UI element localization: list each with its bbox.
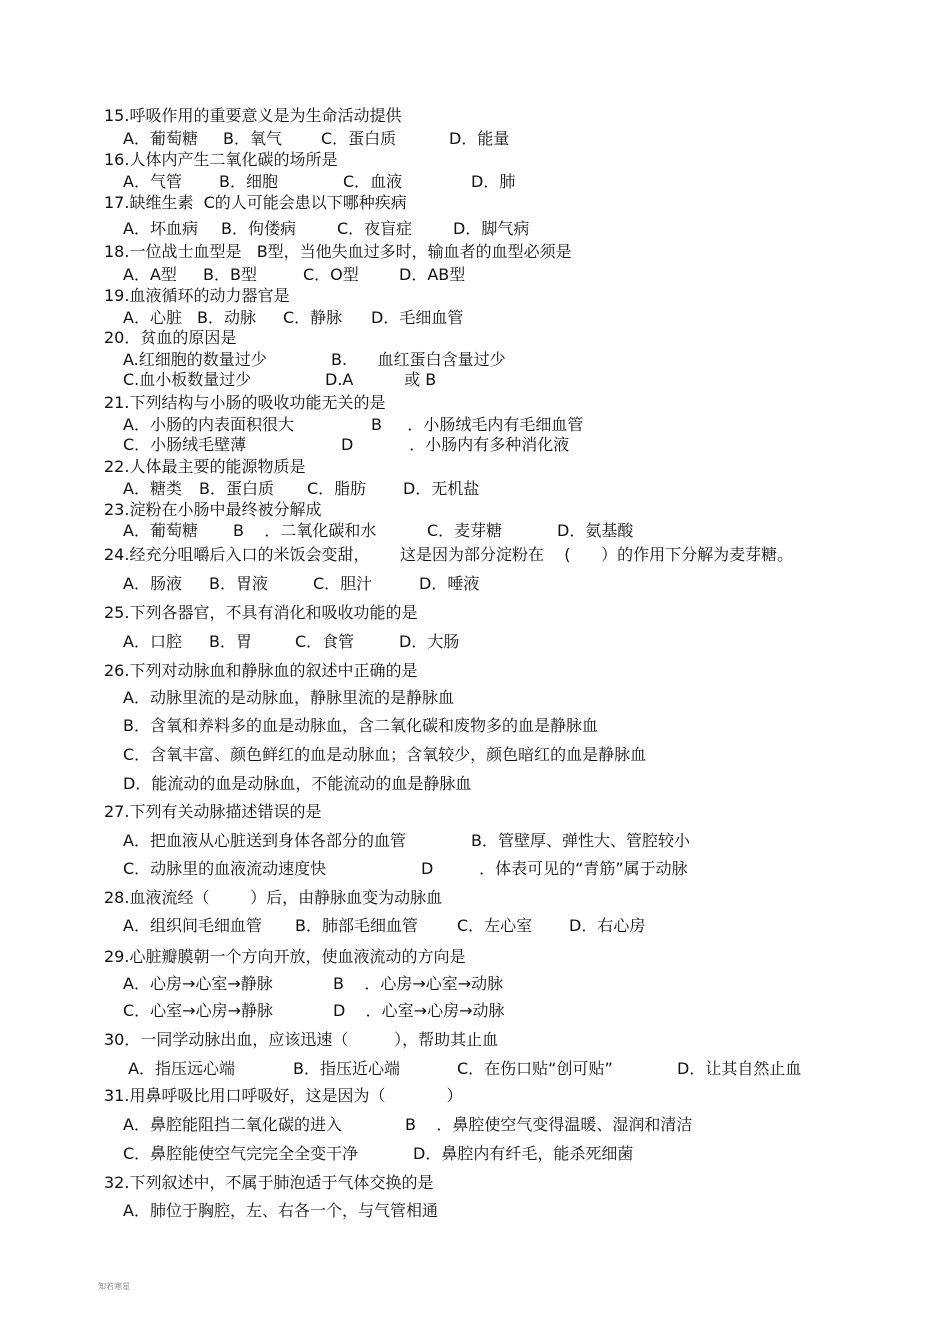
answer-option: C．脂肪 [307,479,367,498]
answer-option: D ．小肠内有多种消化液 [341,435,570,454]
answer-option: A．心房→心室→静脉 [123,974,273,993]
answer-option: A．葡萄糖 [123,521,198,540]
answer-option: D．无机盐 [403,479,480,498]
answer-option: D．肺 [471,172,516,191]
answer-option: D．能流动的血是动脉血，不能流动的血是静脉血 [123,774,472,793]
answer-option: A．糖类 [123,479,182,498]
answer-option: C．含氧丰富、颜色鲜红的血是动脉血；含氧较少，颜色暗红的血是静脉血 [123,745,647,764]
question-stem: 28.血液流经（ ）后，由静脉血变为动脉血 [104,888,443,907]
answer-option: C．小肠绒毛壁薄 [123,435,247,454]
answer-option: A．口腔 [123,632,182,651]
answer-option: B．蛋白质 [199,479,274,498]
question-stem: 30．一同学动脉出血，应该迅速（ ），帮助其止血 [104,1030,499,1049]
answer-option: A.红细胞的数量过少 [123,350,267,369]
answer-option: A．气管 [123,172,182,191]
question-stem: 22.人体最主要的能源物质是 [104,457,306,476]
answer-option: B．细胞 [219,172,278,191]
answer-option: A．坏血病 [123,219,198,238]
question-stem: 31.用鼻呼吸比用口呼吸好，这是因为（ ） [104,1086,463,1105]
answer-option: A．动脉里流的是动脉血，静脉里流的是静脉血 [123,688,454,707]
answer-option: D．右心房 [569,916,646,935]
question-stem: 32.下列叙述中，不属于肺泡适于气体交换的是 [104,1173,434,1192]
answer-option: C．鼻腔能使空气完完全全变干净 [123,1144,359,1163]
answer-option: C．O型 [303,265,359,284]
answer-option: A．鼻腔能阻挡二氧化碳的进入 [123,1115,342,1134]
answer-option: A．组织间毛细血管 [123,916,262,935]
answer-option: B. 血红蛋白含量过少 [331,350,506,369]
question-stem: 27.下列有关动脉描述错误的是 [104,802,322,821]
answer-option: B．含氧和养料多的血是动脉血，含二氧化碳和废物多的血是静脉血 [123,716,598,735]
question-stem: 16.人体内产生二氧化碳的场所是 [104,150,338,169]
answer-option: D．氨基酸 [557,521,634,540]
answer-option: C．胆汁 [313,574,373,593]
answer-option: C．麦芽糖 [427,521,503,540]
answer-option: D．大肠 [399,632,460,651]
question-stem: 19.血液循环的动力器官是 [104,286,290,305]
answer-option: A．把血液从心脏送到身体各部分的血管 [123,831,406,850]
answer-option: B．动脉 [197,308,256,327]
answer-option: D.A 或 B [325,370,437,389]
answer-option: C．心室→心房→静脉 [123,1001,273,1020]
answer-option: C．蛋白质 [321,129,397,148]
answer-option: B．管壁厚、弹性大、管腔较小 [471,831,690,850]
answer-option: D ．体表可见的“青筋”属于动脉 [421,859,688,878]
question-stem: 26.下列对动脉血和静脉血的叙述中正确的是 [104,661,418,680]
answer-option: A．肺位于胸腔，左、右各一个，与气管相通 [123,1201,438,1220]
question-stem: 24.经充分咀嚼后入口的米饭会变甜， 这是因为部分淀粉在 ( ）的作用下分解为麦芽糖。 [104,545,794,564]
answer-option: B ．鼻腔使空气变得温暖、湿润和清洁 [405,1115,693,1134]
answer-option: D．唾液 [419,574,480,593]
answer-option: D．能量 [449,129,510,148]
answer-option: B．胃液 [209,574,268,593]
answer-option: C．动脉里的血液流动速度快 [123,859,327,878]
answer-option: D．鼻腔内有纤毛，能杀死细菌 [413,1144,634,1163]
answer-option: B．B型 [203,265,257,284]
answer-option: C．静脉 [283,308,343,327]
answer-option: A．小肠的内表面积很大 [123,415,294,434]
question-stem: 17.缺维生素 C的人可能会患以下哪种疾病 [104,193,407,212]
question-stem: 18.一位战士血型是 B型，当他失血过多时，输血者的血型必须是 [104,242,572,261]
answer-option: C．在伤口贴“创可贴” [457,1059,613,1078]
answer-option: B．佝偻病 [221,219,296,238]
answer-option: D．AB型 [399,265,466,284]
answer-option: B．氧气 [223,129,282,148]
answer-option: C.血小板数量过少 [123,370,252,389]
answer-option: D．脚气病 [453,219,530,238]
question-stem: 29.心脏瓣膜朝一个方向开放，使血液流动的方向是 [104,947,466,966]
answer-option: A．肠液 [123,574,182,593]
question-stem: 23.淀粉在小肠中最终被分解成 [104,500,322,519]
page-footer: 知若寒星 [98,1282,130,1291]
answer-option: B ．小肠绒毛内有毛细血管 [371,415,584,434]
answer-option: B ．二氧化碳和水 [233,521,377,540]
answer-option: D ．心室→心房→动脉 [333,1001,505,1020]
answer-option: A．心脏 [123,308,182,327]
answer-option: C．食管 [295,632,355,651]
answer-option: A．A型 [123,265,177,284]
answer-option: A．葡萄糖 [123,129,198,148]
answer-option: C．血液 [343,172,403,191]
answer-option: A．指压远心端 [123,1059,236,1078]
answer-option: B．指压近心端 [293,1059,400,1078]
question-stem: 21.下列结构与小肠的吸收功能无关的是 [104,393,386,412]
answer-option: C．夜盲症 [337,219,413,238]
answer-option: B．胃 [209,632,252,651]
question-stem: 25.下列各器官，不具有消化和吸收功能的是 [104,603,418,622]
answer-option: D．毛细血管 [371,308,464,327]
question-stem: 15.呼吸作用的重要意义是为生命活动提供 [104,106,402,125]
answer-option: B．肺部毛细血管 [295,916,418,935]
answer-option: D．让其自然止血 [677,1059,802,1078]
question-stem: 20．贫血的原因是 [104,328,237,347]
answer-option: B ．心房→心室→动脉 [333,974,504,993]
answer-option: C．左心室 [457,916,533,935]
